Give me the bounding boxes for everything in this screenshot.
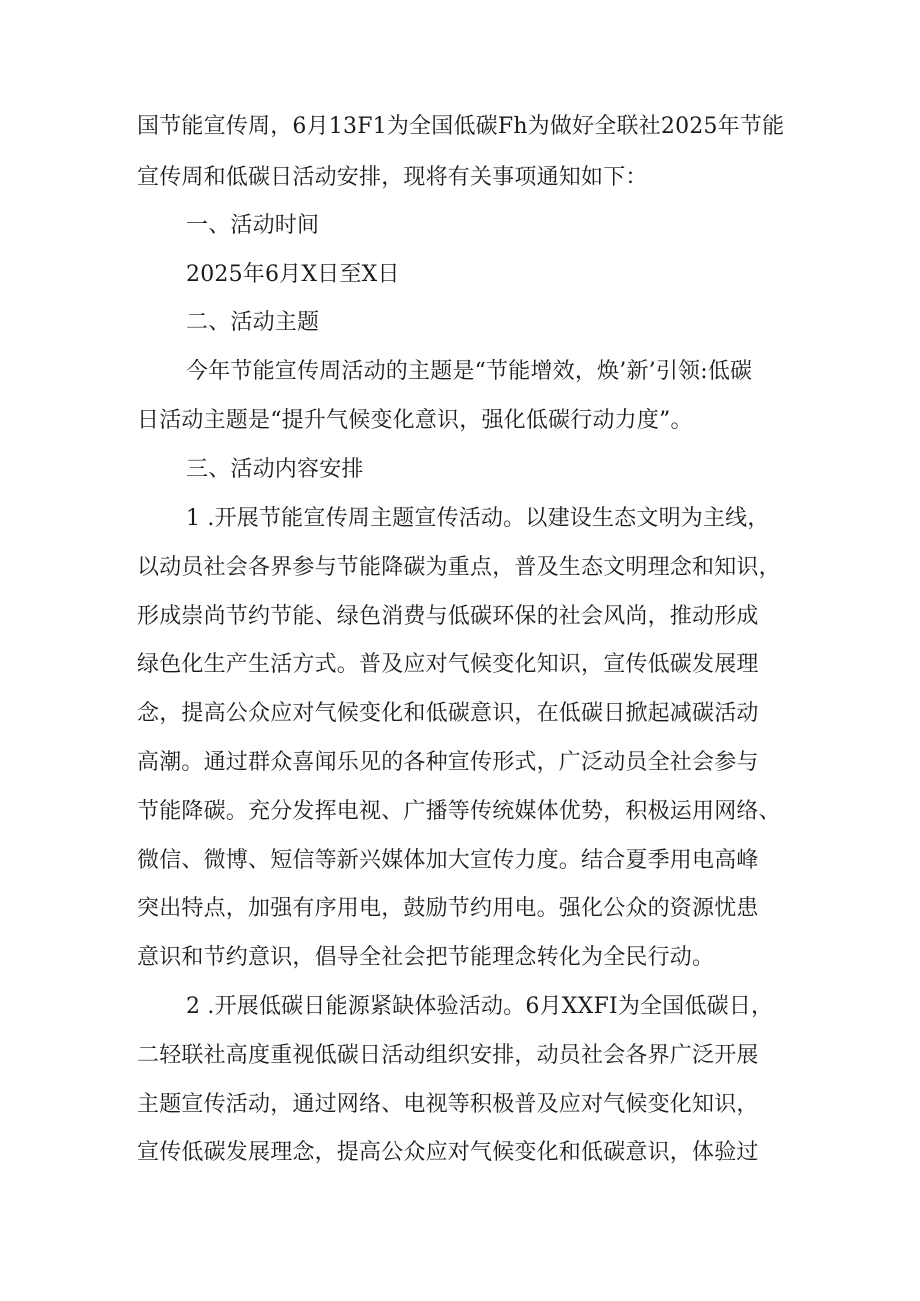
text-line: 2025年6月X日至X日 (186, 262, 400, 287)
text-line: 国节能宣传周，6月13F1为全国低碳Fh为做好全联社2025年节能 (137, 114, 785, 139)
text-line: 微信、微博、短信等新兴媒体加大宣传力度。结合夏季用电高峰 (137, 848, 759, 873)
text-line: 今年节能宣传周活动的主题是“节能增效，焕’新’引领:低碳 (186, 359, 753, 384)
text-line: 绿色化生产生活方式。普及应对气候变化知识，宣传低碳发展理 (137, 652, 759, 677)
section-heading: 二、活动主题 (186, 310, 320, 335)
text-line: 意识和节约意识，倡导全社会把节能理念转化为全民行动。 (137, 945, 715, 970)
text-line: 宣传低碳发展理念，提高公众应对气候变化和低碳意识，体验过 (137, 1140, 759, 1165)
text-line: 以动员社会各界参与节能降碳为重点，普及生态文明理念和知识， (137, 555, 781, 580)
text-line: 二轻联社高度重视低碳日活动组织安排，动员社会各界广泛开展 (137, 1043, 759, 1068)
section-heading: 三、活动内容安排 (186, 457, 364, 482)
text-line: 形成崇尚节约节能、绿色消费与低碳环保的社会风尚，推动形成 (137, 604, 759, 629)
text-line: 节能降碳。充分发挥电视、广播等传统媒体优势，积极运用网络、 (137, 799, 781, 824)
text-line: 念，提高公众应对气候变化和低碳意识，在低碳日掀起减碳活动 (137, 701, 759, 726)
text-line: 主题宣传活动，通过网络、电视等积极普及应对气候变化知识， (137, 1092, 759, 1117)
text-line: 日活动主题是“提升气候变化意识，强化低碳行动力度”。 (137, 408, 693, 433)
text-line: 1 .开展节能宣传周主题宣传活动。以建设生态文明为主线， (186, 506, 770, 531)
text-line: 宣传周和低碳日活动安排，现将有关事项通知如下： (137, 165, 648, 190)
section-heading: 一、活动时间 (186, 213, 320, 238)
text-line: 突出特点，加强有序用电，鼓励节约用电。强化公众的资源忧患 (137, 896, 759, 921)
text-line: 2 .开展低碳日能源紧缺体验活动。6月XXFI为全国低碳日， (186, 994, 774, 1019)
text-line: 高潮。通过群众喜闻乐见的各种宣传形式，广泛动员全社会参与 (137, 750, 759, 775)
